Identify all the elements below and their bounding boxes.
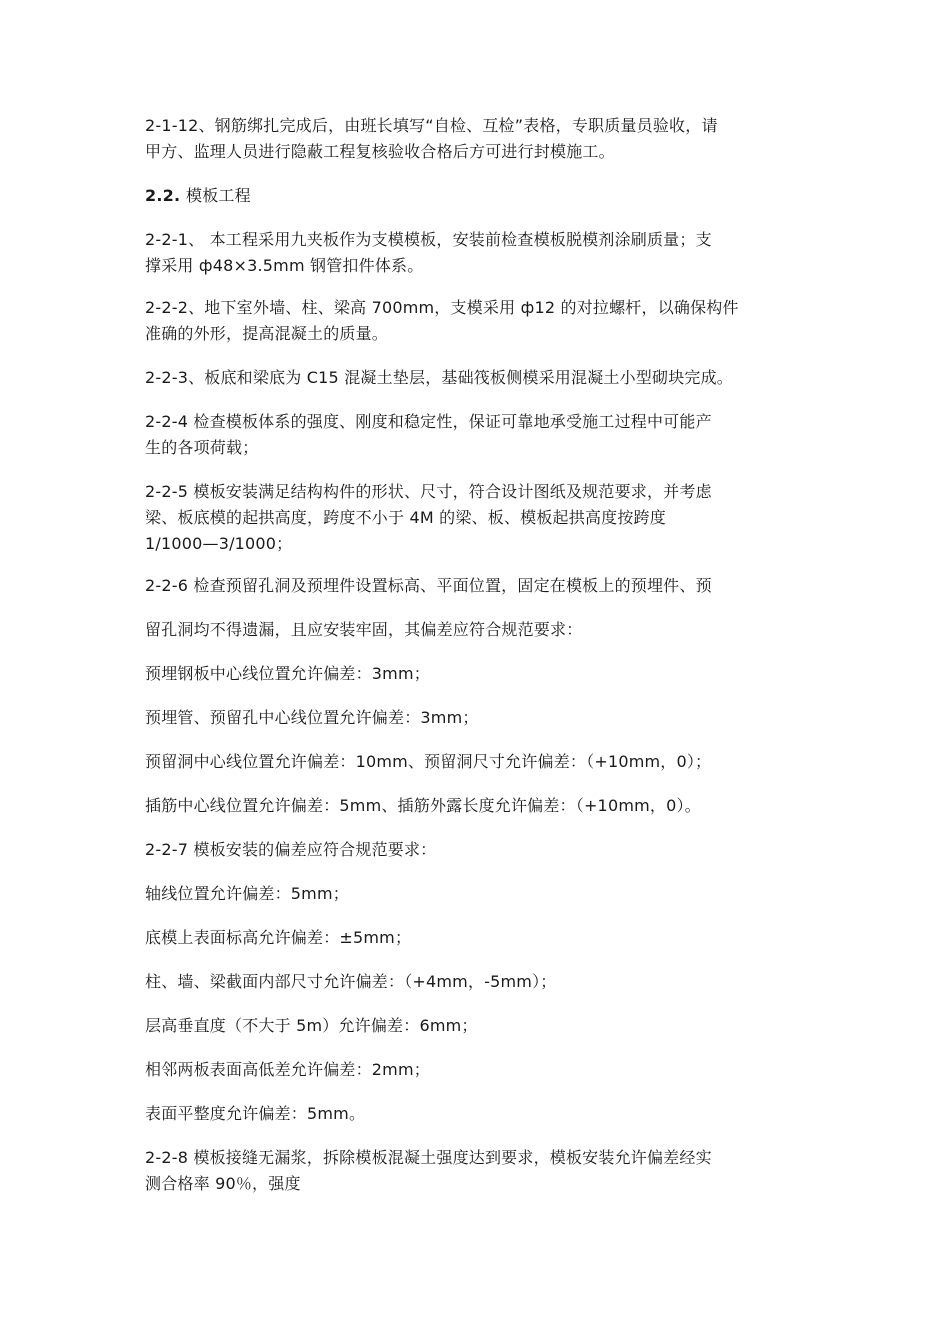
paragraph-line: 2-2-5 模板安装满足结构构件的形状、尺寸，符合设计图纸及规范要求，并考虑 xyxy=(145,482,712,501)
paragraph-line: 层高垂直度（不大于 5m）允许偏差：6mm； xyxy=(145,1016,478,1035)
paragraph-line: 预埋钢板中心线位置允许偏差：3mm； xyxy=(145,664,430,683)
paragraph-line: 2-2-7 模板安装的偏差应符合规范要求： xyxy=(145,840,437,859)
section-title: 模板工程 xyxy=(186,186,251,205)
paragraph-line: 2-2-3、板底和梁底为 C15 混凝土垫层，基础筏板侧模采用混凝土小型砌块完成。 xyxy=(145,368,733,387)
paragraph-line: 2-2-6 检查预留孔洞及预埋件设置标高、平面位置，固定在模板上的预埋件、预 xyxy=(145,576,712,595)
paragraph-line: 甲方、监理人员进行隐蔽工程复核验收合格后方可进行封模施工。 xyxy=(145,142,615,161)
paragraph-line: 撑采用 ф48×3.5mm 钢管扣件体系。 xyxy=(145,256,424,275)
paragraph-line: 准确的外形，提高混凝土的质量。 xyxy=(145,324,389,343)
paragraph-line: 2-2-2、地下室外墙、柱、梁高 700mm，支模采用 ф12 的对拉螺杆，以确保构件 xyxy=(145,298,739,317)
paragraph-line: 相邻两板表面高低差允许偏差：2mm； xyxy=(145,1060,430,1079)
paragraph-line: 轴线位置允许偏差：5mm； xyxy=(145,884,349,903)
section-number: 2.2. xyxy=(145,186,181,205)
paragraph-line: 预埋管、预留孔中心线位置允许偏差：3mm； xyxy=(145,708,479,727)
paragraph-line: 插筋中心线位置允许偏差：5mm、插筋外露长度允许偏差：（+10mm，0）。 xyxy=(145,796,701,815)
paragraph-line: 留孔洞均不得遗漏，且应安装牢固，其偏差应符合规范要求： xyxy=(145,620,583,639)
paragraph-line: 2-2-8 模板接缝无漏浆，拆除模板混凝土强度达到要求，模板安装允许偏差经实 xyxy=(145,1148,712,1167)
paragraph-line: 预留洞中心线位置允许偏差：10mm、预留洞尺寸允许偏差：（+10mm，0）； xyxy=(145,752,712,771)
paragraph-line: 2-2-1、 本工程采用九夹板作为支模模板，安装前检查模板脱模剂涂刷质量；支 xyxy=(145,230,712,249)
paragraph-line: 表面平整度允许偏差：5mm。 xyxy=(145,1104,366,1123)
paragraph-line: 2-2-4 检查模板体系的强度、刚度和稳定性，保证可靠地承受施工过程中可能产 xyxy=(145,412,712,431)
paragraph-line: 生的各项荷载； xyxy=(145,438,259,457)
paragraph-line: 测合格率 90％，强度 xyxy=(145,1174,301,1193)
paragraph-line: 2-1-12、钢筋绑扎完成后，由班长填写“自检、互检”表格，专职质量员验收，请 xyxy=(145,116,718,135)
paragraph-line: 1/1000—3/1000； xyxy=(145,534,293,553)
paragraph-line: 梁、板底模的起拱高度，跨度不小于 4M 的梁、板、模板起拱高度按跨度 xyxy=(145,508,666,527)
paragraph-line: 底模上表面标高允许偏差：±5mm； xyxy=(145,928,412,947)
paragraph-line: 柱、墙、梁截面内部尺寸允许偏差：（+4mm，-5mm）； xyxy=(145,972,557,991)
section-heading xyxy=(145,185,825,207)
